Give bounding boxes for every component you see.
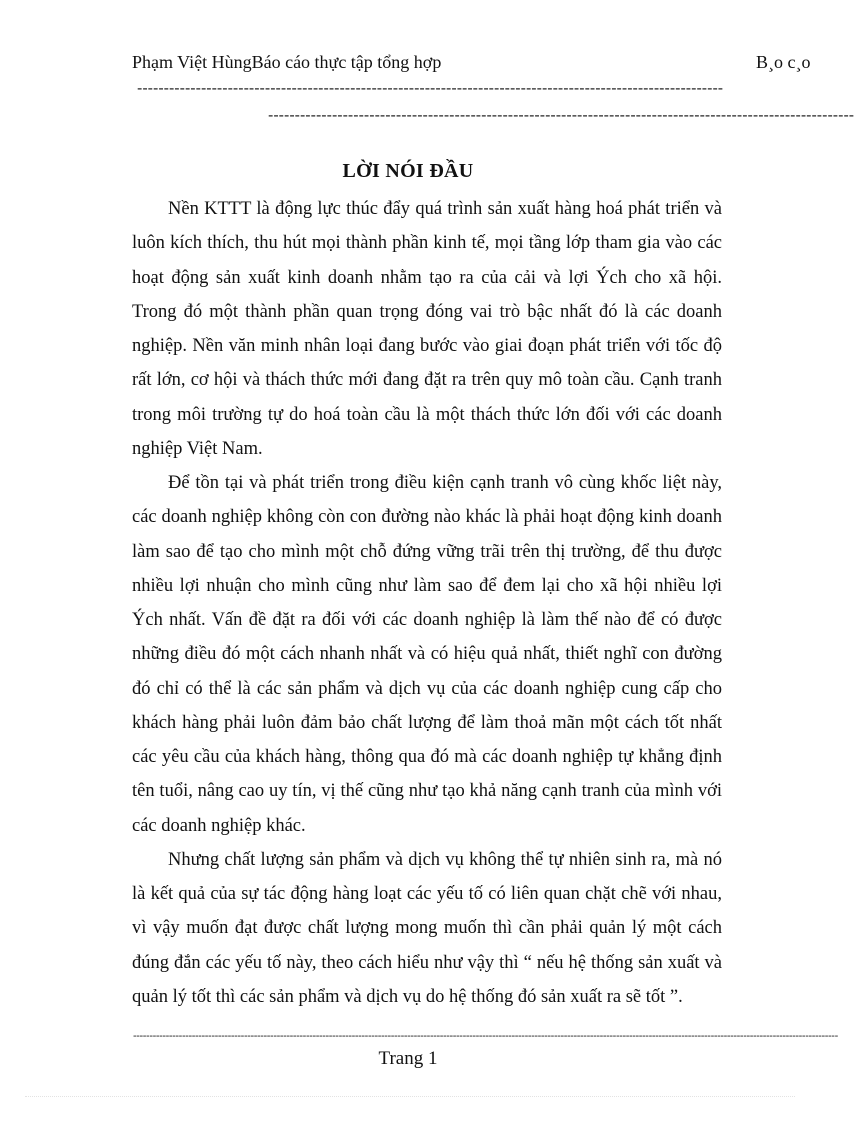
page-bottom-border: [25, 1096, 795, 1097]
document-body: [132, 192, 722, 1014]
footer-divider: ------------------------------------------------------------------------------------------------------------------------------------------------------------------------------------------------------------------------: [133, 1030, 838, 1042]
page-title: LỜI NÓI ĐẦU: [342, 160, 474, 182]
header-divider-secondary: --------------------------------------------------------------------------------------------------------------: [268, 107, 854, 124]
header-right-text: B¸o c¸o: [756, 52, 811, 72]
paragraph-1: Nền KTTT là động lực thúc đẩy quá trình sản xuất hàng hoá phát triển và luôn kích thích, thu hút mọi thành phần kinh tế, mọi tầng lớp tham gia vào các hoạt động sản xuất kinh doanh nhằm tạo ra của cải và lợi Ých cho xã hội. Trong đó một thành phần quan trọng đóng vai trò bậc nhất đó là các doanh nghiệp. Nền văn minh nhân loại đang bước vào giai đoạn phát triển với tốc độ rất lớn, cơ hội và thách thức mới đang đặt ra trên quy mô toàn cầu. Cạnh tranh trong môi trường tự do hoá toàn cầu là một thách thức lớn đối với các doanh nghiệp Việt Nam.: [132, 199, 722, 459]
header-divider: --------------------------------------------------------------------------------------------------------------: [137, 80, 724, 97]
paragraph-2: Để tồn tại và phát triển trong điều kiện cạnh tranh vô cùng khốc liệt này, các doanh nghiệp không còn con đường nào khác là phải hoạt động kinh doanh làm sao để tạo cho mình một chỗ đứng vững trãi trên thị trường, để thu được nhiều lợi nhuận cho mình cũng như làm sao để đem lại cho xã hội nhiều lợi Ých nhất. Vấn đề đặt ra đối với các doanh nghiệp là làm thế nào để có được những điều đó một cách nhanh nhất và có hiệu quả nhất, thiết nghĩ con đường đó chỉ có thể là các sản phẩm và dịch vụ của các doanh nghiệp cung cấp cho khách hàng phải luôn đảm bảo chất lượng để làm thoả mãn một cách tốt nhất các yêu cầu của khách hàng, thông qua đó mà các doanh nghiệp tự khẳng định tên tuổi, nâng cao uy tín, vị thế cũng như tạo khả năng cạnh tranh của mình với các doanh nghiệp khác.: [132, 473, 722, 836]
page-number: Trang 1: [378, 1048, 438, 1069]
paragraph-3: Nhưng chất lượng sản phẩm và dịch vụ không thể tự nhiên sinh ra, mà nó là kết quả của sự tác động hàng loạt các yếu tố có liên quan chặt chẽ với nhau, vì vậy muốn đạt được chất lượng mong muốn thì cần phải quản lý một cách đúng đắn các yếu tố này, theo cách hiểu như vậy thì “ nếu hệ thống sản xuất và quản lý tốt thì các sản phẩm và dịch vụ do hệ thống đó sản xuất ra sẽ tốt ”.: [132, 849, 722, 1007]
header-author-report-title: Phạm Việt HùngBáo cáo thực tập tổng hợp: [132, 52, 442, 72]
